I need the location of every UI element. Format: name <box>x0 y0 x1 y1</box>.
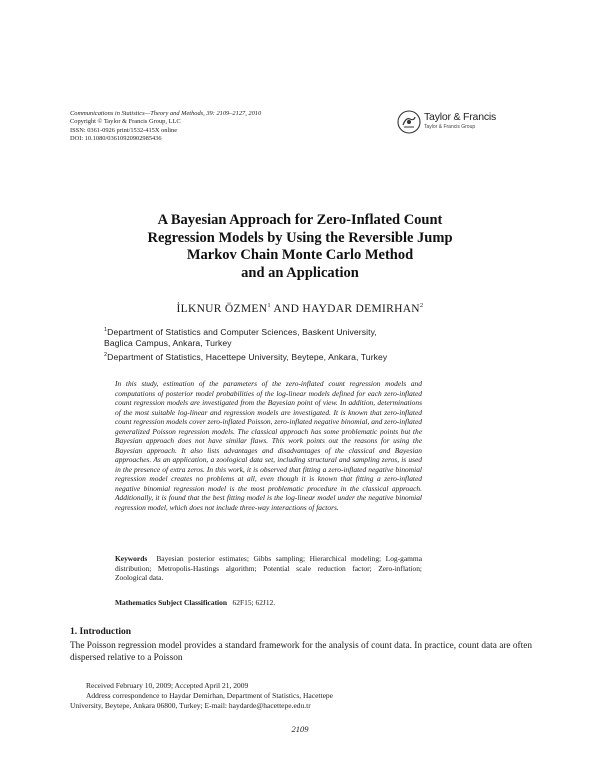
msc-codes: 62F15; 62J12. <box>232 598 276 607</box>
keywords-text: Bayesian posterior estimates; Gibbs sampling; Hierarchical modeling; Log-gamma distribution; Metropolis-Hastings algorithm; Potential scale reduction factor; Zero-inflation; Zoological data. <box>115 554 423 583</box>
section-heading: 1. Introduction <box>70 627 132 637</box>
author-name: İLKNUR ÖZMEN <box>176 302 268 315</box>
footnote <box>70 681 532 710</box>
title-line: Markov Chain Monte Carlo Method <box>186 247 414 264</box>
title-line: Regression Models by Using the Reversible Jump <box>147 229 453 246</box>
affiliation-marker: 1 <box>267 302 271 309</box>
correspondence-address: Address correspondence to Haydar Demirhan, Department of Statistics, Hacettepe <box>86 690 333 700</box>
keywords <box>115 554 422 583</box>
msc-label: Mathematics Subject Classification <box>115 598 227 607</box>
received-date: Received February 10, 2009; Accepted April 21, 2009 <box>86 681 249 690</box>
affiliation-marker: 1 <box>104 327 108 333</box>
author-conjunction: AND <box>270 302 303 315</box>
journal-header <box>70 110 261 143</box>
page-number: 2109 <box>291 724 309 734</box>
affiliation-line: Baglica Campus, Ankara, Turkey <box>104 338 232 349</box>
author-list <box>60 302 540 315</box>
title-line: A Bayesian Approach for Zero-Inflated Count <box>157 212 443 228</box>
affiliation-line: Department of Statistics, Hacettepe University, Beytepe, Ankara, Turkey <box>107 351 388 362</box>
publisher-name: Taylor & Francis <box>424 111 497 123</box>
copyright-line: Copyright © Taylor & Francis Group, LLC <box>70 118 181 126</box>
affiliations <box>104 325 544 364</box>
journal-citation: Communications in Statistics—Theory and Methods, 39: 2109–2127, 2010 <box>70 110 262 117</box>
publisher-logo-icon <box>396 109 422 135</box>
subject-classification <box>115 598 422 607</box>
affiliation-marker: 2 <box>419 302 424 309</box>
author-name: HAYDAR DEMIRHAN <box>302 302 420 315</box>
publisher-tagline: Taylor & Francis Group <box>424 124 476 130</box>
affiliation-marker: 2 <box>104 352 108 359</box>
abstract-text: In this study, estimation of the parameters of the zero-inflated count regression models and computations of posterior model probabilities of the log-linear models defined for each zero-inflated count regression models are investigated from the Bayesian point of view. In addition, determinations of the most suitable log-linear and regression models are investigated. It is known that zero-inflated count regression models cover zero-inflated Poisson, zero-inflated negative binomial, and zero-inflated generalized Poisson regression models. The classical approach has some problematic points but the Bayesian approach does not have similar flaws. This work points out the reasons for using the Bayesian approach. It also lists advantages and disadvantages of the classical and Bayesian approaches. As an application, a zoological data set, including structural and sampling zeros, is used in the presence of extra zeros. In this work, it is observed that fitting a zero-inflated negative binomial regression model creates no problems at all, even though it is known that fitting a zero-inflated negative binomial regression model is the most problematic procedure in the classical approach. Additionally, it is found that the best fitting model is the log-linear model under the negative binomial regression model, which does not include three-way interactions of factors. <box>115 379 422 512</box>
keywords-label: Keywords <box>115 554 148 563</box>
title-line: and an Application <box>241 264 359 281</box>
affiliation-line: Department of Statistics and Computer Sciences, Baskent University, <box>107 326 377 337</box>
doi-line: DOI: 10.1080/03610920902985436 <box>70 134 162 142</box>
section-body: The Poisson regression model provides a standard framework for the analysis of count data. In practice, count data are often dispersed relative to a Poisson <box>70 641 532 663</box>
article-title <box>60 212 540 282</box>
issn-line: ISSN: 0361-0926 print/1532-415X online <box>70 126 178 134</box>
correspondence-address: University, Beytepe, Ankara 06800, Turkey; E-mail: haydarde@hacettepe.edu.tr <box>70 700 311 710</box>
publisher-logo <box>396 109 546 139</box>
